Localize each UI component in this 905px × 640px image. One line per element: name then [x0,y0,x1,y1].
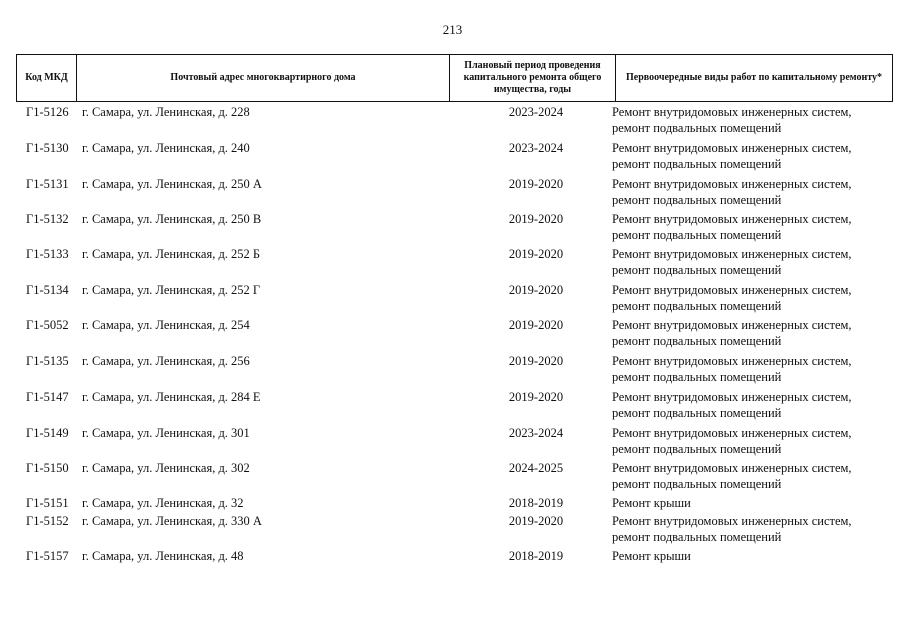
row-address: г. Самара, ул. Ленинская, д. 330 А [82,514,262,528]
row-code: Г1-5147 [26,390,69,404]
row-works: Ремонт внутридомовых инженерных систем, ремонт подвальных помещений [612,426,852,456]
table-row [16,246,892,280]
row-works: Ремонт внутридомовых инженерных систем, ремонт подвальных помещений [612,141,852,171]
row-period: 2024-2025 [508,461,564,475]
row-address: г. Самара, ул. Ленинская, д. 301 [82,426,250,440]
row-address: г. Самара, ул. Ленинская, д. 48 [82,549,244,563]
row-address: г. Самара, ул. Ленинская, д. 240 [82,141,250,155]
row-period: 2019-2020 [508,354,564,368]
header-code: Код МКД [17,55,77,102]
row-works: Ремонт внутридомовых инженерных систем, ремонт подвальных помещений [612,212,852,242]
row-period: 2018-2019 [508,496,564,510]
row-address: г. Самара, ул. Ленинская, д. 250 А [82,177,262,191]
row-address: г. Самара, ул. Ленинская, д. 250 В [82,212,262,226]
row-code: Г1-5131 [26,177,69,191]
table-header [16,54,893,102]
row-code: Г1-5157 [26,549,69,563]
row-works: Ремонт внутридомовых инженерных систем, ремонт подвальных помещений [612,354,852,384]
row-works: Ремонт внутридомовых инженерных систем, ремонт подвальных помещений [612,461,852,491]
row-period: 2018-2019 [508,549,564,563]
row-works: Ремонт внутридомовых инженерных систем, ремонт подвальных помещений [612,177,852,207]
header-works: Первоочередные виды работ по капитальному ремонту* [616,55,893,102]
row-address: г. Самара, ул. Ленинская, д. 256 [82,354,250,368]
row-works: Ремонт внутридомовых инженерных систем, ремонт подвальных помещений [612,247,852,277]
table-row [16,211,892,245]
row-address: г. Самара, ул. Ленинская, д. 252 Г [82,283,261,297]
table-row [16,425,892,459]
table-row [16,513,892,547]
row-works: Ремонт внутридомовых инженерных систем, ремонт подвальных помещений [612,390,852,420]
page-number: 213 [442,22,463,37]
table-row [16,317,892,351]
row-period: 2023-2024 [508,105,564,119]
row-code: Г1-5126 [26,105,69,119]
table-row [16,140,892,174]
row-period: 2019-2020 [508,283,564,297]
row-works: Ремонт внутридомовых инженерных систем, ремонт подвальных помещений [612,283,852,313]
row-works: Ремонт крыши [612,549,691,563]
row-period: 2019-2020 [508,390,564,404]
row-period: 2019-2020 [508,212,564,226]
table-row [16,176,892,210]
row-address: г. Самара, ул. Ленинская, д. 252 Б [82,247,261,261]
table-row [16,353,892,387]
table-row [16,282,892,316]
row-code: Г1-5135 [26,354,69,368]
table-row [16,548,892,582]
row-address: г. Самара, ул. Ленинская, д. 284 Е [82,390,261,404]
row-works: Ремонт крыши [612,496,691,510]
row-period: 2019-2020 [508,247,564,261]
table-row [16,104,892,138]
row-code: Г1-5151 [26,496,69,510]
row-code: Г1-5130 [26,141,69,155]
row-code: Г1-5133 [26,247,69,261]
row-address: г. Самара, ул. Ленинская, д. 254 [82,318,250,332]
row-code: Г1-5052 [26,318,69,332]
row-works: Ремонт внутридомовых инженерных систем, ремонт подвальных помещений [612,105,852,135]
row-period: 2023-2024 [508,141,564,155]
header-period: Плановый период проведения капитального ремонта общего имущества, годы [450,55,616,102]
row-period: 2019-2020 [508,514,564,528]
header-address: Почтовый адрес многоквартирного дома [77,55,450,102]
row-period: 2023-2024 [508,426,564,440]
row-works: Ремонт внутридомовых инженерных систем, ремонт подвальных помещений [612,318,852,348]
row-address: г. Самара, ул. Ленинская, д. 32 [82,496,244,510]
row-code: Г1-5149 [26,426,69,440]
row-period: 2019-2020 [508,318,564,332]
row-code: Г1-5152 [26,514,69,528]
table-row [16,460,892,494]
row-period: 2019-2020 [508,177,564,191]
row-code: Г1-5150 [26,461,69,475]
row-code: Г1-5132 [26,212,69,226]
row-address: г. Самара, ул. Ленинская, д. 302 [82,461,250,475]
row-works: Ремонт внутридомовых инженерных систем, ремонт подвальных помещений [612,514,852,544]
table-row [16,389,892,423]
row-address: г. Самара, ул. Ленинская, д. 228 [82,105,250,119]
row-code: Г1-5134 [26,283,69,297]
